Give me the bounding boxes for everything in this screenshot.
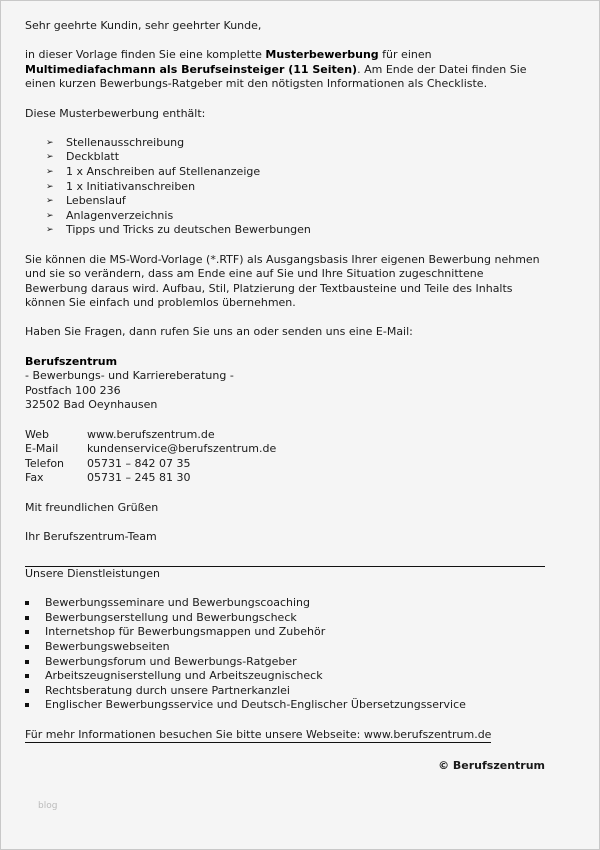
list-item: Internetshop für Bewerbungsmappen und Zubehör bbox=[25, 625, 545, 640]
contact-label: Web bbox=[25, 427, 49, 441]
city: 32502 Bad Oeynhausen bbox=[25, 398, 158, 412]
fax-number: 05731 – 245 81 30 bbox=[87, 471, 191, 485]
list-item: Bewerbungsseminare und Bewerbungscoaching bbox=[25, 596, 545, 611]
list-item: Bewerbungserstellung und Bewerbungscheck bbox=[25, 611, 545, 626]
intro-text: . Am Ende der Datei finden Sie einen kurzen Bewerbungs-Ratgeber mit den nötigsten Informationen als Checkliste. bbox=[25, 62, 527, 91]
intro-paragraph bbox=[25, 48, 545, 92]
services-heading: Unsere Dienstleistungen bbox=[25, 566, 160, 580]
list-item: ➢ 1 x Initiativanschreiben bbox=[46, 179, 196, 193]
arrow-bullet-icon: ➢ bbox=[46, 210, 54, 221]
list-item: Bewerbungswebseiten bbox=[25, 640, 545, 655]
company-name: Berufszentrum bbox=[25, 354, 118, 368]
website-link[interactable]: www.berufszentrum.de bbox=[87, 427, 215, 441]
intro-bold: Multimediafachmann als Berufseinsteiger (11 Seiten) bbox=[25, 62, 358, 76]
street: Postfach 100 236 bbox=[25, 383, 121, 397]
usage-paragraph: Sie können die MS-Word-Vorlage (*.RTF) als Ausgangsbasis Ihrer eigenen Bewerbung nehmen und sie so verändern, dass am Ende eine auf Sie und Ihre Situation zugeschnittene Bewerbung daraus wird. Aufbau, Stil, Platzierung der Textbausteine und Teile des Inhalts können Sie einfach und problemlos übernehmen. bbox=[25, 252, 540, 310]
arrow-bullet-icon: ➢ bbox=[46, 166, 54, 177]
greeting: Sehr geehrte Kundin, sehr geehrter Kunde, bbox=[25, 19, 262, 32]
square-bullet-icon bbox=[25, 601, 29, 605]
contents-list bbox=[25, 136, 545, 238]
list-item: ➢ 1 x Anschreiben auf Stellenanzeige bbox=[46, 164, 261, 178]
list-item: Englischer Bewerbungsservice und Deutsch-Englischer Übersetzungsservice bbox=[25, 698, 545, 713]
address-block bbox=[25, 355, 545, 413]
square-bullet-icon bbox=[25, 645, 29, 649]
square-bullet-icon bbox=[25, 674, 29, 678]
list-item: ➢ Deckblatt bbox=[46, 150, 120, 164]
company-subtitle: - Bewerbungs- und Karriereberatung - bbox=[25, 369, 234, 383]
contact-block bbox=[25, 428, 545, 486]
list-item: Bewerbungsforum und Bewerbungs-Ratgeber bbox=[25, 655, 545, 670]
arrow-bullet-icon: ➢ bbox=[46, 196, 54, 207]
intro-bold: Musterbewerbung bbox=[265, 48, 379, 62]
phone-number: 05731 – 842 07 35 bbox=[87, 456, 191, 470]
contact-label: Fax bbox=[25, 471, 44, 485]
arrow-bullet-icon: ➢ bbox=[46, 181, 54, 192]
square-bullet-icon bbox=[25, 689, 29, 693]
watermark: blog bbox=[38, 801, 58, 811]
square-bullet-icon bbox=[25, 616, 29, 620]
contact-label: E-Mail bbox=[25, 442, 59, 456]
letter bbox=[25, 19, 545, 774]
arrow-bullet-icon: ➢ bbox=[46, 225, 54, 236]
arrow-bullet-icon: ➢ bbox=[46, 152, 54, 163]
list-item: ➢ Lebenslauf bbox=[46, 194, 126, 208]
contact-label: Telefon bbox=[25, 456, 65, 470]
more-info: Für mehr Informationen besuchen Sie bitte unsere Webseite: www.berufszentrum.de bbox=[25, 728, 491, 744]
list-item: ➢ Tipps und Tricks zu deutschen Bewerbungen bbox=[46, 223, 311, 237]
arrow-bullet-icon: ➢ bbox=[46, 137, 54, 148]
closing: Mit freundlichen Grüßen bbox=[25, 500, 159, 514]
copyright: © Berufszentrum bbox=[438, 759, 545, 773]
signature: Ihr Berufszentrum-Team bbox=[25, 529, 157, 543]
intro-text: in dieser Vorlage finden Sie eine komplette bbox=[25, 48, 266, 62]
email-link[interactable]: kundenservice@berufszentrum.de bbox=[87, 442, 277, 456]
intro-text: für einen bbox=[378, 48, 432, 62]
square-bullet-icon bbox=[25, 703, 29, 707]
square-bullet-icon bbox=[25, 660, 29, 664]
list-item: ➢ Stellenausschreibung bbox=[46, 135, 185, 149]
list-item: ➢ Anlagenverzeichnis bbox=[46, 208, 174, 222]
questions-text: Haben Sie Fragen, dann rufen Sie uns an oder senden uns eine E-Mail: bbox=[25, 325, 413, 339]
contents-heading: Diese Musterbewerbung enthält: bbox=[25, 106, 206, 120]
square-bullet-icon bbox=[25, 630, 29, 634]
list-item: Arbeitszeugniserstellung und Arbeitszeugnischeck bbox=[25, 669, 545, 684]
list-item: Rechtsberatung durch unsere Partnerkanzlei bbox=[25, 684, 545, 699]
services-list bbox=[25, 596, 545, 713]
